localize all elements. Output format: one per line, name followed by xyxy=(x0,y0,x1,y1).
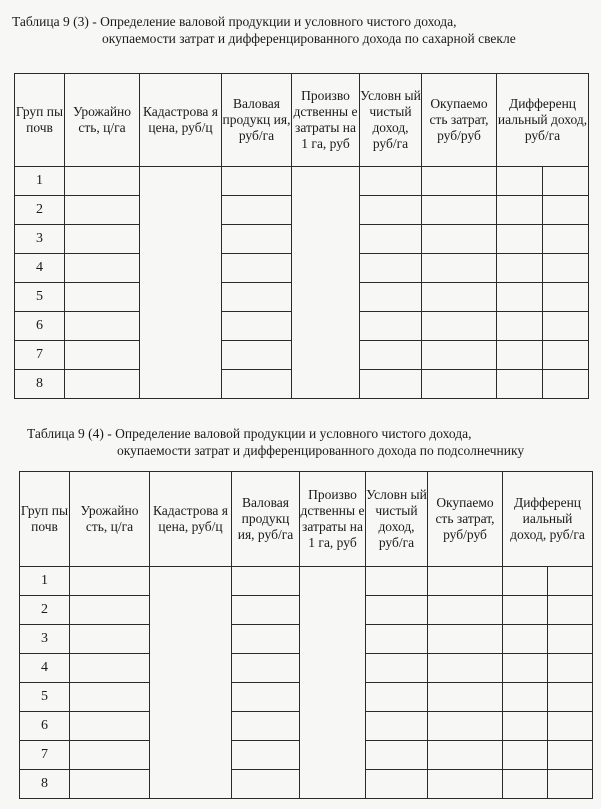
gross-output-cell xyxy=(232,625,300,654)
yield-cell xyxy=(70,712,150,741)
gross-output-cell xyxy=(232,683,300,712)
table-sugar-beet xyxy=(14,73,589,399)
net-income-cell xyxy=(360,196,422,225)
gross-output-cell xyxy=(232,596,300,625)
gross-output-cell xyxy=(232,654,300,683)
gross-output-cell xyxy=(222,225,292,254)
net-income-cell xyxy=(360,167,422,196)
header-yield: Урожайно сть, ц/га xyxy=(70,472,150,567)
net-income-cell xyxy=(360,254,422,283)
gross-output-cell xyxy=(232,712,300,741)
differential-income-cell-b xyxy=(548,567,593,596)
table-row xyxy=(15,167,589,196)
cadastral-price-cell xyxy=(140,167,222,399)
differential-income-cell-a xyxy=(497,167,543,196)
soil-group-number: 8 xyxy=(20,770,70,799)
soil-group-number: 4 xyxy=(20,654,70,683)
net-income-cell xyxy=(360,370,422,399)
table-sunflower xyxy=(19,471,593,799)
differential-income-cell-a xyxy=(497,283,543,312)
soil-group-number: 3 xyxy=(15,225,65,254)
yield-cell xyxy=(70,683,150,712)
net-income-cell xyxy=(366,596,428,625)
cost-recovery-cell xyxy=(428,712,503,741)
soil-group-number: 6 xyxy=(20,712,70,741)
yield-cell xyxy=(65,196,140,225)
differential-income-cell-a xyxy=(503,625,548,654)
soil-group-number: 4 xyxy=(15,254,65,283)
header-production-costs: Произво дственны е затраты на 1 га, руб xyxy=(292,74,360,167)
header-cost-recovery: Окупаемо сть затрат, руб/руб xyxy=(428,472,503,567)
cost-recovery-cell xyxy=(422,312,497,341)
net-income-cell xyxy=(360,312,422,341)
header-differential-income: Дифференц иальный доход, руб/га xyxy=(503,472,593,567)
differential-income-cell-b xyxy=(543,312,589,341)
soil-group-number: 5 xyxy=(15,283,65,312)
differential-income-cell-b xyxy=(548,683,593,712)
yield-cell xyxy=(65,167,140,196)
cost-recovery-cell xyxy=(422,283,497,312)
yield-cell xyxy=(65,254,140,283)
differential-income-cell-a xyxy=(497,254,543,283)
differential-income-cell-a xyxy=(503,654,548,683)
cost-recovery-cell xyxy=(428,741,503,770)
gross-output-cell xyxy=(222,370,292,399)
yield-cell xyxy=(70,741,150,770)
net-income-cell xyxy=(360,341,422,370)
cost-recovery-cell xyxy=(422,370,497,399)
yield-cell xyxy=(70,654,150,683)
header-cadastral-price: Кадастрова я цена, руб/ц xyxy=(140,74,222,167)
differential-income-cell-a xyxy=(497,225,543,254)
net-income-cell xyxy=(366,683,428,712)
net-income-cell xyxy=(366,770,428,799)
differential-income-cell-a xyxy=(503,596,548,625)
cost-recovery-cell xyxy=(428,596,503,625)
gross-output-cell xyxy=(222,254,292,283)
gross-output-cell xyxy=(222,341,292,370)
soil-group-number: 5 xyxy=(20,683,70,712)
net-income-cell xyxy=(366,741,428,770)
differential-income-cell-a xyxy=(497,196,543,225)
table1-caption xyxy=(12,13,516,47)
cost-recovery-cell xyxy=(428,567,503,596)
cost-recovery-cell xyxy=(422,167,497,196)
net-income-cell xyxy=(366,625,428,654)
production-costs-cell xyxy=(292,167,360,399)
differential-income-cell-a xyxy=(497,370,543,399)
header-production-costs: Произво дственны е затраты на 1 га, руб xyxy=(300,472,366,567)
yield-cell xyxy=(65,283,140,312)
net-income-cell xyxy=(366,712,428,741)
differential-income-cell-b xyxy=(543,196,589,225)
table-row xyxy=(20,567,593,596)
yield-cell xyxy=(70,625,150,654)
cost-recovery-cell xyxy=(428,770,503,799)
differential-income-cell-a xyxy=(497,341,543,370)
soil-group-number: 7 xyxy=(15,341,65,370)
differential-income-cell-a xyxy=(503,567,548,596)
yield-cell xyxy=(65,370,140,399)
table2-caption xyxy=(27,425,524,459)
cost-recovery-cell xyxy=(428,654,503,683)
soil-group-number: 2 xyxy=(20,596,70,625)
table2-body xyxy=(20,567,593,799)
gross-output-cell xyxy=(232,770,300,799)
cost-recovery-cell xyxy=(422,341,497,370)
gross-output-cell xyxy=(222,167,292,196)
header-gross-output: Валовая продукц ия, руб/га xyxy=(232,472,300,567)
gross-output-cell xyxy=(222,312,292,341)
differential-income-cell-b xyxy=(543,254,589,283)
differential-income-cell-b xyxy=(543,167,589,196)
table2-caption-line2: окупаемости затрат и дифференцированного дохода по подсолнечнику xyxy=(117,443,525,458)
yield-cell xyxy=(65,312,140,341)
differential-income-cell-b xyxy=(548,596,593,625)
gross-output-cell xyxy=(232,741,300,770)
differential-income-cell-a xyxy=(503,770,548,799)
soil-group-number: 3 xyxy=(20,625,70,654)
table2-caption-line1: Таблица 9 (4) - Определение валовой продукции и условного чистого дохода, xyxy=(27,426,472,441)
differential-income-cell-a xyxy=(503,683,548,712)
header-soil-group: Груп пы почв xyxy=(20,472,70,567)
header-net-income: Условн ый чистый доход, руб/га xyxy=(360,74,422,167)
cost-recovery-cell xyxy=(422,225,497,254)
soil-group-number: 1 xyxy=(20,567,70,596)
soil-group-number: 7 xyxy=(20,741,70,770)
cost-recovery-cell xyxy=(428,683,503,712)
soil-group-number: 2 xyxy=(15,196,65,225)
differential-income-cell-b xyxy=(543,370,589,399)
cost-recovery-cell xyxy=(422,254,497,283)
differential-income-cell-b xyxy=(548,741,593,770)
differential-income-cell-b xyxy=(548,770,593,799)
yield-cell xyxy=(70,770,150,799)
production-costs-cell xyxy=(300,567,366,799)
header-differential-income: Дифференц иальный доход, руб/га xyxy=(497,74,589,167)
yield-cell xyxy=(65,341,140,370)
header-cadastral-price: Кадастрова я цена, руб/ц xyxy=(150,472,232,567)
differential-income-cell-b xyxy=(548,625,593,654)
differential-income-cell-b xyxy=(548,712,593,741)
net-income-cell xyxy=(366,654,428,683)
header-yield: Урожайно сть, ц/га xyxy=(65,74,140,167)
cost-recovery-cell xyxy=(422,196,497,225)
differential-income-cell-b xyxy=(548,654,593,683)
differential-income-cell-b xyxy=(543,225,589,254)
cadastral-price-cell xyxy=(150,567,232,799)
yield-cell xyxy=(70,567,150,596)
header-gross-output: Валовая продукц ия, руб/га xyxy=(222,74,292,167)
soil-group-number: 8 xyxy=(15,370,65,399)
table1-body xyxy=(15,167,589,399)
header-cost-recovery: Окупаемо сть затрат, руб/руб xyxy=(422,74,497,167)
differential-income-cell-b xyxy=(543,341,589,370)
yield-cell xyxy=(65,225,140,254)
soil-group-number: 1 xyxy=(15,167,65,196)
differential-income-cell-a xyxy=(503,712,548,741)
gross-output-cell xyxy=(222,196,292,225)
header-soil-group: Груп пы почв xyxy=(15,74,65,167)
cost-recovery-cell xyxy=(428,625,503,654)
net-income-cell xyxy=(366,567,428,596)
header-net-income: Условн ый чистый доход, руб/га xyxy=(366,472,428,567)
gross-output-cell xyxy=(232,567,300,596)
soil-group-number: 6 xyxy=(15,312,65,341)
table1-caption-line2: окупаемости затрат и дифференцированного дохода по сахарной свекле xyxy=(102,31,516,46)
table1-caption-line1: Таблица 9 (3) - Определение валовой продукции и условного чистого дохода, xyxy=(12,14,457,29)
differential-income-cell-a xyxy=(503,741,548,770)
yield-cell xyxy=(70,596,150,625)
differential-income-cell-a xyxy=(497,312,543,341)
differential-income-cell-b xyxy=(543,283,589,312)
gross-output-cell xyxy=(222,283,292,312)
net-income-cell xyxy=(360,283,422,312)
net-income-cell xyxy=(360,225,422,254)
